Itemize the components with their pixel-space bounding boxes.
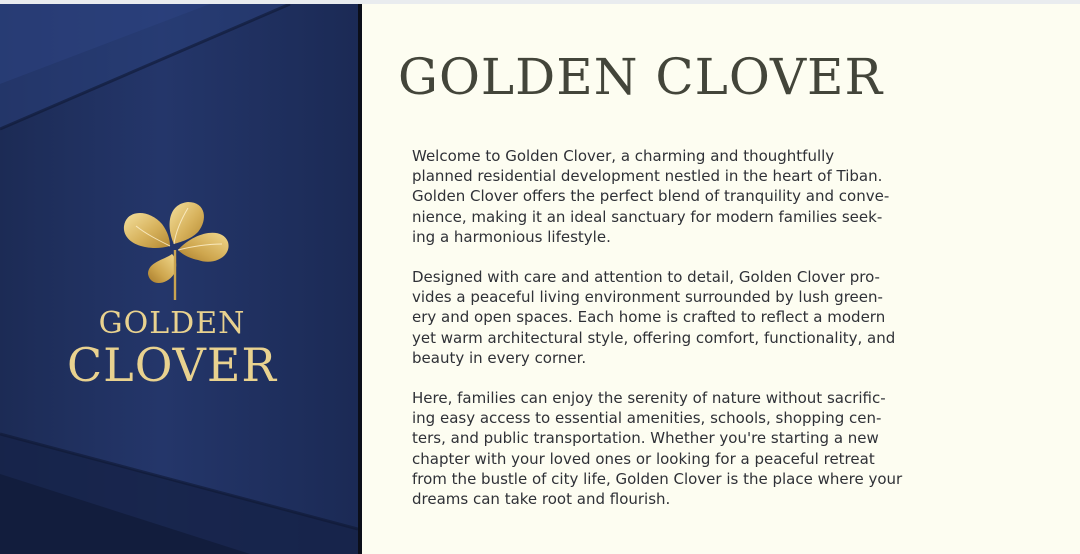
paragraph-design — [412, 267, 952, 368]
clover-logo-icon — [118, 200, 238, 304]
paragraph-welcome — [412, 146, 952, 247]
description-body — [412, 146, 952, 529]
text-line: ing easy access to essential amenities, schools, shopping cen- — [412, 409, 882, 428]
text-line: chapter with your loved ones or looking for a peaceful retreat — [412, 449, 875, 468]
text-line: ing a harmonious lifestyle. — [412, 227, 611, 246]
text-line: Designed with care and attention to detail, Golden Clover pro- — [412, 268, 880, 287]
panel-divider — [358, 4, 362, 554]
brand-panel — [0, 4, 358, 554]
text-line: ters, and public transportation. Whether you're starting a new — [412, 429, 879, 448]
text-line: ery and open spaces. Each home is crafted to reflect a modern — [412, 308, 886, 327]
page-title: GOLDEN CLOVER — [398, 48, 884, 106]
text-line: vides a peaceful living environment surrounded by lush green- — [412, 288, 883, 307]
brand-name-line2: CLOVER — [66, 338, 278, 392]
text-line: dreams can take root and flourish. — [412, 490, 671, 509]
text-line: planned residential development nestled in the heart of Tiban. — [412, 167, 883, 186]
text-line: beauty in every corner. — [412, 348, 587, 367]
text-line: from the bustle of city life, Golden Clover is the place where your — [412, 469, 903, 488]
paragraph-families — [412, 388, 952, 509]
text-line: Welcome to Golden Clover, a charming and thoughtfully — [412, 147, 835, 165]
text-line: Golden Clover offers the perfect blend of tranquility and conve- — [412, 187, 890, 206]
text-line: nience, making it an ideal sanctuary for modern families seek- — [412, 207, 883, 226]
text-line: Here, families can enjoy the serenity of nature without sacrific- — [412, 389, 886, 408]
text-line: yet warm architectural style, offering comfort, functionality, and — [412, 328, 896, 347]
brand-name-line1: GOLDEN — [98, 306, 246, 341]
